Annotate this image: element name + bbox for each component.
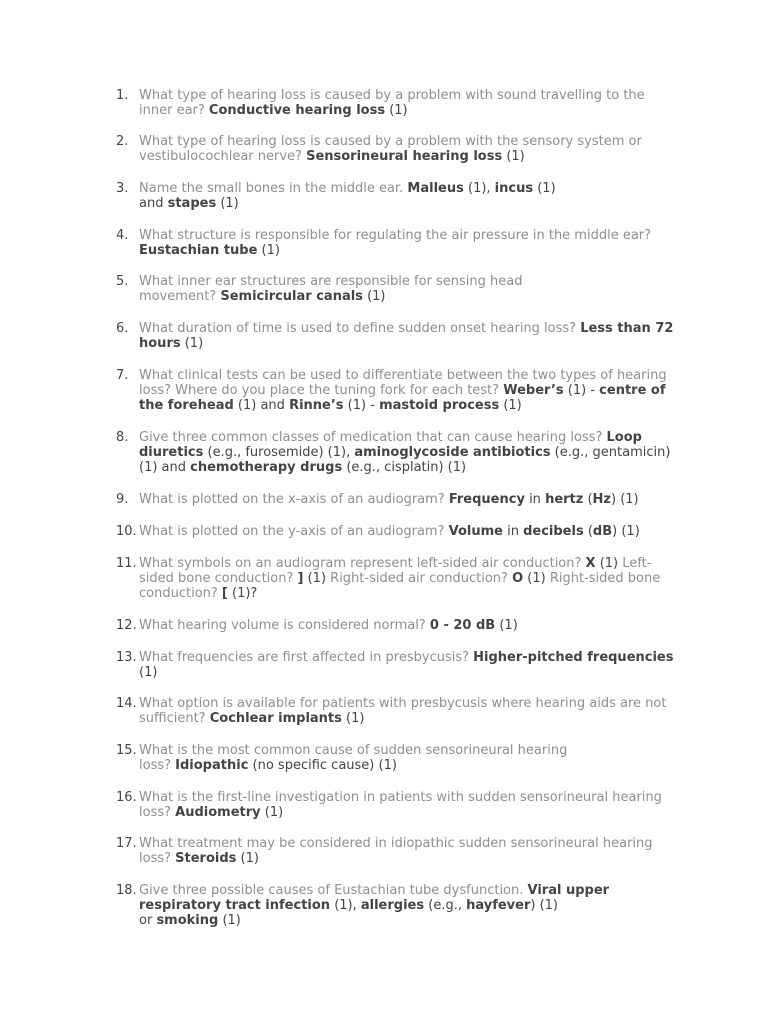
answer-text: (1): [495, 618, 518, 633]
answer-keyword: hayfever: [466, 898, 531, 913]
question-number: 10.: [116, 524, 137, 539]
answer-keyword: Less than 72 hours: [139, 321, 674, 351]
question-text: What clinical tests can be used to differentiate between the two types of hearing loss? Where do you place the tuning fork for each test?: [139, 368, 667, 398]
question-body: [139, 430, 676, 475]
question-item: [116, 228, 676, 258]
answer-text: (1): [341, 711, 365, 726]
question-text: What symbols on an audiogram represent left-sided air conduction?: [139, 556, 586, 571]
question-number: 16.: [116, 790, 137, 805]
question-number: 7.: [116, 368, 129, 383]
question-item: [116, 790, 676, 820]
question-item: [116, 181, 676, 211]
question-text: Give three possible causes of Eustachian tube dysfunction.: [139, 883, 528, 898]
question-text: What inner ear structures are responsible for sensing head: [139, 274, 523, 289]
answer-text: (no specific cause) (1): [248, 758, 397, 773]
question-text: What frequencies are first affected in presbycusis?: [139, 650, 474, 665]
answer-text: (1) and: [233, 398, 290, 413]
question-body: [139, 836, 676, 866]
question-item: [116, 492, 676, 507]
answer-keyword: allergies: [360, 898, 425, 913]
question-body: [139, 743, 676, 773]
question-number: 6.: [116, 321, 129, 336]
question-number: 14.: [116, 696, 137, 711]
question-text: What hearing volume is considered normal?: [139, 618, 430, 633]
question-item: [116, 524, 676, 539]
question-item: [116, 556, 676, 601]
question-number: 18.: [116, 883, 137, 898]
answer-text: and: [139, 196, 168, 211]
question-item: [116, 836, 676, 866]
answer-keyword: 0 - 20 dB: [429, 618, 496, 633]
question-item: [116, 618, 676, 633]
question-number: 17.: [116, 836, 137, 851]
answer-text: (1): [595, 556, 623, 571]
answer-keyword: Higher-pitched frequencies: [473, 650, 674, 665]
question-text: Right-sided air conduction?: [330, 571, 513, 586]
question-text: What is the most common cause of sudden sensorineural hearing: [139, 743, 568, 758]
answer-keyword: Weber’s: [503, 383, 564, 398]
question-body: [139, 228, 676, 258]
answer-text: (1): [139, 665, 158, 680]
question-text: Name the small bones in the middle ear.: [139, 181, 408, 196]
question-text: loss?: [139, 758, 176, 773]
answer-keyword: Audiometry: [175, 805, 261, 820]
question-text: What structure is responsible for regulating the air pressure in the middle ear?: [139, 228, 652, 243]
question-body: [139, 368, 676, 413]
question-text: What is the first-line investigation in patients with sudden sensorineural hearing loss?: [139, 790, 662, 820]
answer-text: or: [139, 913, 157, 928]
answer-keyword: smoking: [156, 913, 219, 928]
answer-keyword: incus: [494, 181, 534, 196]
question-item: [116, 274, 676, 304]
question-item: [116, 321, 676, 351]
answer-text: (1): [362, 289, 386, 304]
answer-keyword: [: [221, 586, 228, 601]
answer-text: in: [524, 492, 546, 507]
question-number: 12.: [116, 618, 137, 633]
answer-text: (1): [502, 149, 525, 164]
answer-text: (1): [303, 571, 331, 586]
answer-keyword: Cochlear implants: [209, 711, 342, 726]
question-text: Left-sided bone conduction?: [139, 556, 652, 586]
question-text: What is plotted on the x-axis of an audiogram?: [139, 492, 449, 507]
answer-text: ) (1): [530, 898, 558, 913]
answer-text: (e.g., furosemide) (1),: [203, 445, 355, 460]
question-text: What treatment may be considered in idiopathic sudden sensorineural hearing loss?: [139, 836, 653, 866]
question-body: [139, 556, 676, 601]
answer-text: (1): [385, 103, 408, 118]
question-body: [139, 492, 676, 507]
answer-keyword: Steroids: [175, 851, 237, 866]
question-number: 2.: [116, 134, 129, 149]
answer-text: (1),: [463, 181, 495, 196]
answer-keyword: Malleus: [407, 181, 464, 196]
answer-text: (1): [533, 181, 556, 196]
question-number: 3.: [116, 181, 129, 196]
answer-keyword: Conductive hearing loss: [208, 103, 386, 118]
question-text: Give three common classes of medication that can cause hearing loss?: [139, 430, 607, 445]
question-body: [139, 650, 676, 680]
question-body: [139, 134, 676, 164]
question-body: [139, 321, 676, 351]
answer-keyword: chemotherapy drugs: [190, 460, 343, 475]
question-body: [139, 696, 676, 726]
answer-keyword: aminoglycoside antibiotics: [354, 445, 551, 460]
answer-keyword: O: [512, 571, 524, 586]
answer-keyword: Loop diuretics: [139, 430, 642, 460]
answer-text: (1) -: [343, 398, 380, 413]
question-item: [116, 696, 676, 726]
answer-text: (e.g., cisplatin) (1): [342, 460, 467, 475]
question-item: [116, 743, 676, 773]
answer-text: ) (1): [611, 492, 639, 507]
answer-keyword: Frequency: [448, 492, 525, 507]
question-body: [139, 883, 676, 928]
answer-keyword: mastoid process: [379, 398, 500, 413]
question-text: Right-sided bone conduction?: [139, 571, 661, 601]
question-number: 13.: [116, 650, 137, 665]
question-text: movement?: [139, 289, 221, 304]
question-body: [139, 181, 676, 211]
answer-keyword: dB: [592, 524, 613, 539]
answer-text: (1): [499, 398, 522, 413]
question-number: 9.: [116, 492, 129, 507]
answer-keyword: ]: [297, 571, 304, 586]
question-body: [139, 274, 676, 304]
question-item: [116, 88, 676, 118]
question-number: 5.: [116, 274, 129, 289]
answer-text: (1): [180, 336, 204, 351]
question-item: [116, 134, 676, 164]
answer-keyword: hertz: [545, 492, 584, 507]
answer-text: (1)?: [227, 586, 258, 601]
question-body: [139, 88, 676, 118]
answer-text: (: [583, 524, 593, 539]
answer-text: (e.g., gentamicin) (1) and: [139, 445, 671, 475]
question-number: 8.: [116, 430, 129, 445]
answer-keyword: Semicircular canals: [220, 289, 363, 304]
question-body: [139, 618, 676, 633]
answer-text: (e.g.,: [424, 898, 467, 913]
question-item: [116, 430, 676, 475]
answer-text: (1): [257, 243, 280, 258]
answer-keyword: centre of the forehead: [139, 383, 666, 413]
question-item: [116, 368, 676, 413]
answer-text: (1): [218, 913, 241, 928]
answer-keyword: Viral upper respiratory tract infection: [139, 883, 610, 913]
answer-text: (: [583, 492, 593, 507]
question-text: What is plotted on the y-axis of an audiogram?: [139, 524, 449, 539]
question-body: [139, 790, 676, 820]
answer-keyword: Hz: [592, 492, 611, 507]
question-body: [139, 524, 676, 539]
answer-text: (1),: [330, 898, 361, 913]
question-number: 4.: [116, 228, 129, 243]
question-text: What duration of time is used to define sudden onset hearing loss?: [139, 321, 581, 336]
answer-keyword: Rinne’s: [289, 398, 344, 413]
answer-text: in: [502, 524, 524, 539]
answer-text: (1): [216, 196, 239, 211]
answer-text: (1): [523, 571, 550, 586]
question-item: [116, 650, 676, 680]
question-item: [116, 883, 676, 928]
answer-keyword: stapes: [167, 196, 217, 211]
question-number: 15.: [116, 743, 137, 758]
answer-text: (1) -: [563, 383, 600, 398]
question-number: 1.: [116, 88, 129, 103]
answer-keyword: Volume: [448, 524, 503, 539]
answer-keyword: Idiopathic: [175, 758, 249, 773]
answer-keyword: Eustachian tube: [139, 243, 258, 258]
question-text: What type of hearing loss is caused by a problem with sound travelling to the inner ear?: [139, 88, 645, 118]
answer-keyword: X: [585, 556, 596, 571]
answer-keyword: decibels: [523, 524, 584, 539]
answer-keyword: Sensorineural hearing loss: [306, 149, 503, 164]
answer-text: (1): [236, 851, 259, 866]
answer-text: (1): [260, 805, 284, 820]
question-text: What option is available for patients with presbycusis where hearing aids are not sufficient?: [139, 696, 667, 726]
answer-text: ) (1): [612, 524, 640, 539]
question-text: What type of hearing loss is caused by a problem with the sensory system or vestibulocochlear nerve?: [139, 134, 642, 164]
question-number: 11.: [116, 556, 137, 571]
